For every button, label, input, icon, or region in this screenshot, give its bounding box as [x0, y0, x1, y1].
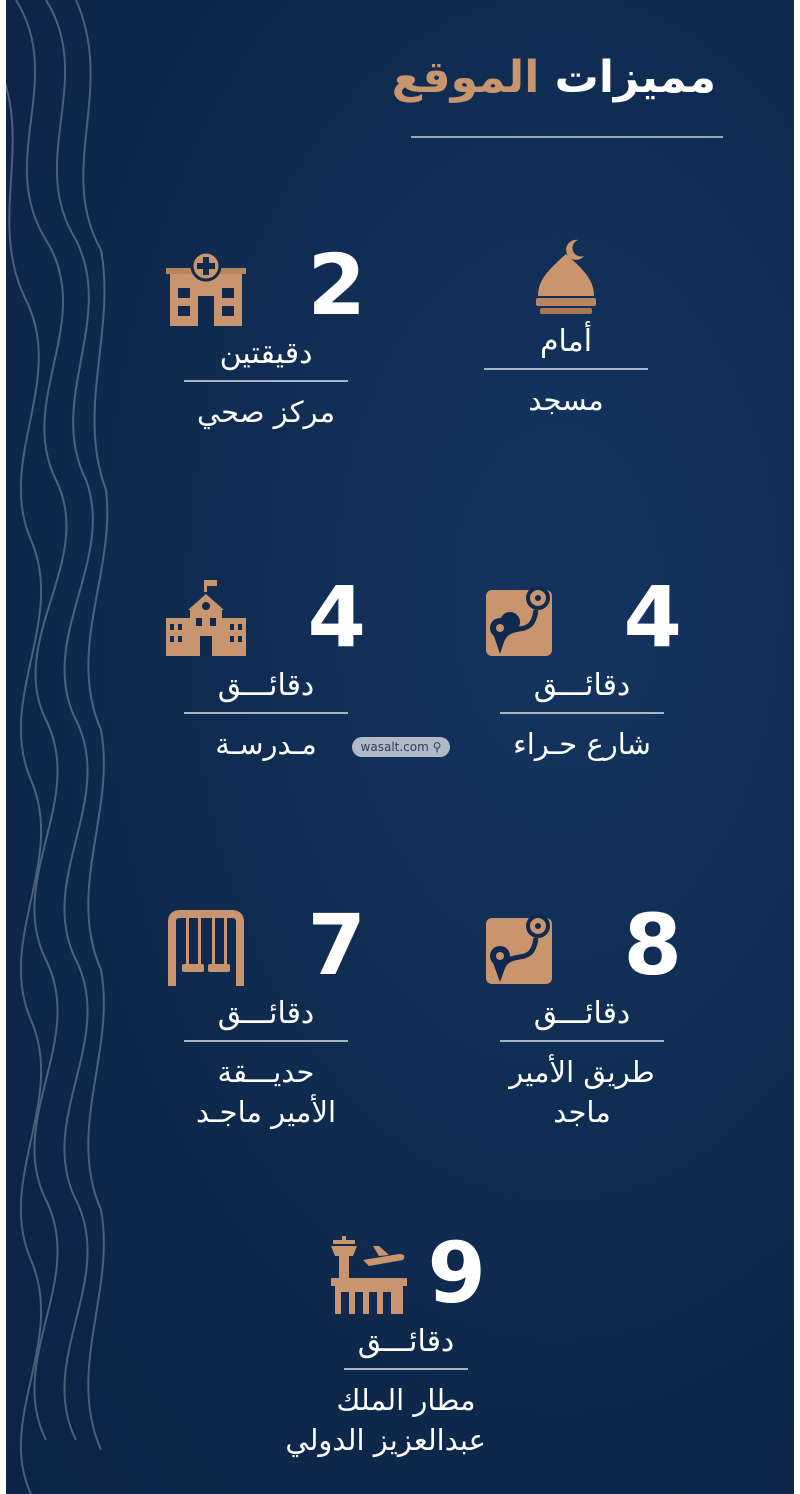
feature-number: 2	[307, 236, 366, 334]
feature-mosque	[466, 228, 666, 420]
airport-icon	[326, 1236, 412, 1316]
route-map-icon	[482, 580, 562, 660]
feature-place: شارع حـراء	[513, 727, 651, 761]
feature-time: دقائـــق	[217, 996, 315, 1031]
mosque-dome-icon	[526, 236, 606, 316]
feature-time: دقائـــق	[217, 668, 315, 703]
feature-airport	[285, 1224, 486, 1460]
hospital-icon	[166, 248, 246, 328]
feature-place-line1: طريق الأمير	[509, 1055, 655, 1089]
feature-prince-majed-park	[166, 896, 366, 1132]
feature-time: دقائـــق	[533, 996, 631, 1031]
feature-hira-street	[482, 568, 682, 764]
feature-number: 4	[307, 568, 366, 666]
feature-school	[166, 568, 366, 764]
feature-divider	[184, 380, 348, 382]
feature-divider	[484, 368, 648, 370]
feature-divider	[344, 1368, 468, 1370]
playground-swing-icon	[166, 908, 246, 988]
feature-number: 4	[623, 568, 682, 666]
feature-place-line2: الأمير ماجـد	[195, 1095, 337, 1129]
feature-time: دقائـــق	[357, 1324, 455, 1359]
watermark: wasalt.com ⚲	[352, 737, 450, 757]
title-divider	[411, 136, 723, 138]
route-map-icon	[482, 908, 562, 988]
feature-time: دقائـــق	[533, 668, 631, 703]
feature-prince-majed-road	[482, 896, 682, 1132]
school-icon	[166, 580, 246, 660]
feature-divider	[500, 1040, 664, 1042]
location-pin-icon: ⚲	[432, 740, 442, 754]
feature-health-center	[166, 236, 366, 432]
page-title: مميزات الموقع	[391, 52, 716, 103]
feature-divider	[500, 712, 664, 714]
feature-place-line2: ماجد	[553, 1095, 611, 1129]
feature-place: مـدرسـة	[215, 727, 317, 761]
feature-place-line1: حديـــقة	[217, 1055, 315, 1089]
feature-place-line1: مطار الملك	[336, 1383, 476, 1417]
poster	[6, 0, 794, 1494]
feature-place: مركز صحي	[196, 395, 336, 429]
feature-place-line2: عبدالعزيز الدولي	[285, 1423, 486, 1457]
feature-number: 7	[307, 896, 366, 994]
decorative-wave-pattern	[6, 0, 116, 1494]
feature-place: مسجد	[528, 383, 604, 417]
feature-time: دقيقتين	[219, 336, 313, 371]
feature-number: 9	[427, 1224, 486, 1322]
feature-number: 8	[623, 896, 682, 994]
feature-divider	[184, 1040, 348, 1042]
feature-time: أمام	[539, 324, 593, 359]
feature-divider	[184, 712, 348, 714]
